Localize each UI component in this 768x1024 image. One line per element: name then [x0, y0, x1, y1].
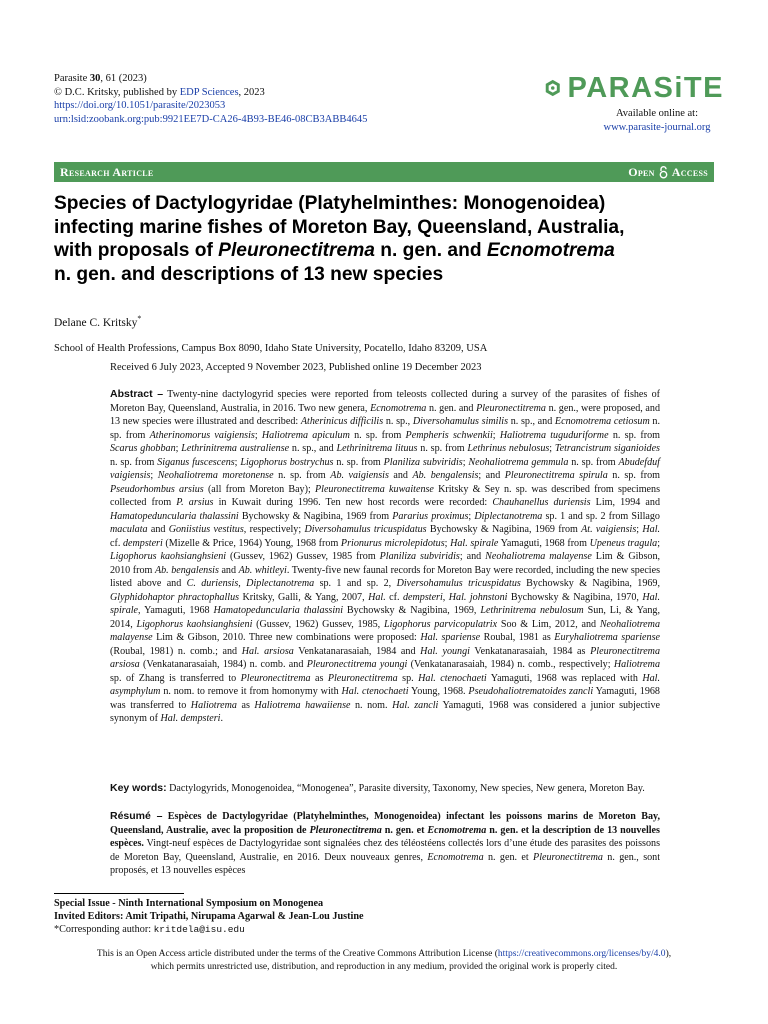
abstract	[110, 388, 660, 726]
abstract-text: n. sp., and	[508, 416, 555, 427]
abstract-text: n. sp. from	[349, 429, 406, 441]
abstract-text: Lim, 1994 and	[590, 497, 660, 508]
abstract-text: ;	[462, 456, 469, 468]
article-type-label: Research Article	[60, 164, 154, 179]
abstract-taxon-name: Goniistius vestitus	[168, 524, 244, 535]
abstract-text: n. sp. from	[608, 429, 661, 441]
abstract-taxon-name: Pleuronectitrema	[240, 672, 311, 684]
abstract-taxon-name: Ab. whitleyi	[238, 564, 287, 576]
abstract-text: ;	[492, 429, 500, 441]
abstract-taxon-name: Prionurus microlepidotus	[340, 537, 445, 549]
abstract-taxon-name: C. duriensis	[186, 578, 239, 589]
title-line: Species of Dactylogyridae (Platyhelminthes: Monogenoidea)	[54, 193, 606, 214]
abstract-taxon-name: Ecnomotrema cetiosum	[554, 416, 650, 427]
abstract-text: , Yamaguti, 1968	[138, 605, 214, 616]
abstract-text: ,	[442, 591, 449, 603]
abstract-text: and	[218, 564, 239, 576]
journal-issue: , 61 (2023)	[100, 73, 147, 84]
special-issue-note	[54, 898, 364, 936]
abstract-text: (Roubal, 1981) n. comb.; and	[110, 645, 242, 657]
resume-taxon-name: Pleuronectitrema	[309, 824, 382, 836]
abstract-taxon-name: Diplectanotrema	[246, 578, 315, 589]
abstract-text: ;	[549, 443, 555, 454]
abstract-text: Yamaguti, 1968 from	[498, 537, 590, 549]
abstract-taxon-name: Hal. spariense	[420, 632, 481, 643]
logo-wordmark: PARASiTE	[567, 72, 724, 104]
corresponding-author-mark: *	[137, 314, 142, 323]
abstract-text: sp. of Zhang is transferred to	[110, 672, 241, 684]
abstract-text: Kritsky & Sey n. sp. was described from specimens collected from	[110, 483, 661, 508]
abstract-text: sp.	[397, 672, 419, 684]
abstract-text: Soo & Lim, 2012, and	[497, 618, 600, 630]
abstract-text: . Twenty-five new faunal records for Moreton Bay were recorded, including the new species listed above and	[110, 564, 661, 589]
abstract-text: n. sp. from	[607, 470, 660, 481]
title-genus: Ecnomotrema	[486, 240, 615, 261]
abstract-taxon-name: Atherinicus difficilis	[300, 416, 384, 427]
footnote-divider	[54, 893, 184, 894]
abstract-taxon-name: Diversohamulus tricuspidatus	[304, 524, 427, 535]
license-text-end: ),	[665, 949, 672, 959]
title-genus: Pleuronectitrema	[218, 240, 375, 261]
abstract-taxon-name: Planiliza subviridis	[379, 551, 460, 562]
available-online-label: Available online at:	[615, 108, 699, 119]
open-access-icon	[659, 166, 668, 179]
abstract-text: ;	[636, 524, 643, 535]
keywords-list: Dactylogyrids, Monogenoidea, “Monogenea”, Parasite diversity, Taxonomy, New species, New genera, Moreton Bay.	[166, 783, 645, 794]
abstract-text: ,	[238, 578, 247, 589]
corresponding-author-email[interactable]: kritdela@isu.edu	[153, 923, 245, 935]
doi-link[interactable]: https://doi.org/10.1051/parasite/2023053	[54, 100, 226, 112]
abstract-text: Yamaguti, 1968 was replaced with	[486, 672, 643, 684]
abstract-taxon-name: At. vaigiensis	[581, 524, 637, 535]
abstract-taxon-name: Ab. bengalensis	[154, 564, 219, 576]
abstract-text: Young, 1968.	[408, 686, 469, 697]
abstract-taxon-name: Diversohamulus similis	[412, 416, 509, 427]
abstract-text: and	[388, 470, 413, 481]
abstract-text: Sun, Li, & Yang, 2014,	[110, 605, 660, 630]
license-statement	[54, 948, 714, 974]
abstract-text: Lim & Gibson, 2010. Three new combinations were proposed:	[152, 632, 421, 643]
abstract-text: Venkatanarasaiah, 1984 and	[293, 645, 421, 657]
abstract-text: Yamaguti, 1968 was considered a junior subjective synonym of	[110, 699, 660, 724]
abstract-taxon-name: Abudefduf vaigiensis	[110, 456, 660, 481]
abstract-taxon-name: P. arsius	[176, 497, 214, 508]
publication-dates: Received 6 July 2023, Accepted 9 November 2023, Published online 19 December 2023	[110, 362, 482, 373]
article-title	[54, 192, 714, 286]
abstract-taxon-name: Hal. ctenochaeti	[341, 686, 409, 697]
abstract-taxon-name: Hal. arsiosa	[241, 645, 294, 657]
abstract-text: (Venkatanarasaiah, 1984) n. comb., respectively;	[407, 659, 614, 670]
title-line: n. gen. and descriptions of 13 new species	[54, 263, 444, 285]
abstract-taxon-name: Pleuronectitrema youngi	[306, 659, 408, 670]
publisher-link[interactable]: EDP Sciences	[179, 86, 239, 98]
title-text: with proposals of	[54, 240, 219, 261]
abstract-text: Bychowsky & Nagibina, 1969 from	[426, 524, 582, 535]
abstract-taxon-name: Atherinomorus vaigiensis	[149, 429, 255, 441]
journal-logo[interactable]	[544, 72, 724, 133]
abstract-taxon-name: Ab. vaigiensis	[330, 470, 389, 481]
abstract-text: ;	[175, 443, 182, 454]
abstract-taxon-name: Hamatopeduncularia thalassini	[213, 605, 343, 616]
resume-text: n. gen., sont proposés, et 13 nouvelles espèces	[110, 851, 661, 876]
abstract-taxon-name: maculata	[110, 524, 148, 535]
resume-taxon-name: Pleuronectitrema	[533, 851, 603, 863]
keywords	[110, 782, 660, 796]
abstract-taxon-name: Hal. zancli	[392, 699, 439, 711]
abstract-text: n. sp. from	[273, 470, 331, 481]
resume-body	[110, 811, 660, 876]
abstract-text: n. gen. and	[426, 402, 477, 414]
corresponding-author-label: *Corresponding author:	[54, 923, 154, 935]
abstract-taxon-name: Siganus fuscescens	[157, 456, 235, 468]
abstract-taxon-name: Ecnomotrema	[370, 402, 427, 414]
abstract-text: cf.	[110, 537, 123, 549]
parasite-logo-hexagon-icon	[544, 73, 562, 103]
abstract-taxon-name: Haliotrema	[190, 699, 237, 711]
abstract-taxon-name: Ab. bengalensis	[412, 470, 479, 481]
abstract-taxon-name: dempsteri	[122, 537, 163, 549]
abstract-text: ; and	[459, 551, 486, 562]
abstract-taxon-name: Neohaliotrema moretonense	[157, 470, 274, 481]
license-link[interactable]: https://creativecommons.org/licenses/by/4.0	[497, 949, 666, 959]
abstract-text: n. sp. from	[110, 456, 158, 468]
abstract-taxon-name: Hal. youngi	[420, 645, 470, 657]
author-name: Delane C. Kritsky	[54, 316, 138, 329]
abstract-taxon-name: Ligophorus parvicopulatrix	[383, 618, 498, 630]
abstract-taxon-name: Chauhanellus duriensis	[492, 497, 591, 508]
abstract-taxon-name: Hal.	[642, 524, 661, 535]
abstract-text: Bychowsky & Nagibina, 1970,	[507, 591, 643, 603]
abstract-text: n. sp. from	[417, 443, 468, 454]
copyright-text: © D.C. Kritsky, published by	[54, 86, 180, 98]
abstract-text: ; and	[478, 470, 505, 481]
abstract-taxon-name: Haliotrema	[613, 659, 660, 670]
article-metadata	[54, 72, 367, 126]
abstract-text: in Kuwait during 1996. Ten new host records were recorded:	[213, 497, 493, 508]
abstract-taxon-name: Neohaliotrema gemmula	[468, 456, 569, 468]
special-issue-title: Special Issue - Ninth International Symposium on Monogenea	[54, 898, 324, 909]
abstract-taxon-name: Hamatopeduncularia thalassini	[110, 510, 239, 522]
abstract-taxon-name: Pleuronectitrema kuwaitense	[314, 483, 434, 495]
abstract-taxon-name: Hal. dempsteri	[160, 713, 221, 724]
abstract-text: n. nom.	[350, 699, 393, 711]
abstract-text: Bychowsky & Nagibina, 1969,	[343, 605, 481, 616]
resume-text: n. gen. et	[483, 851, 534, 863]
abstract-taxon-name: Haliotrema tuguduriforme	[499, 429, 609, 441]
abstract-text: n. sp. from	[568, 456, 619, 468]
abstract-taxon-name: Pararius proximus	[392, 510, 469, 522]
abstract-taxon-name: Lethrinitrema lituus	[336, 443, 418, 454]
abstract-text: n. sp. from	[333, 456, 384, 468]
abstract-text: n. sp.,	[383, 416, 413, 427]
abstract-taxon-name: Lethrinitrema australiense	[181, 443, 290, 454]
resume-text: n. gen. et la description de 13 nouvelles espèces.	[110, 824, 660, 849]
abstract-taxon-name: Upeneus tragula	[589, 537, 658, 549]
open-access-access: Access	[671, 164, 708, 179]
invited-editors: Invited Editors: Amit Tripathi, Nirupama Agarwal & Jean-Lou Justine	[54, 910, 364, 922]
journal-name: Parasite	[54, 73, 90, 84]
abstract-text: (Mizelle & Price, 1964) Young, 1968 from	[162, 537, 341, 549]
abstract-taxon-name: Lethrinitrema nebulosum	[480, 605, 584, 616]
abstract-text: n. sp., and	[289, 443, 337, 454]
abstract-text: (all from Moreton Bay);	[203, 483, 315, 495]
abstract-taxon-name: Pempheris schwenkii	[405, 429, 493, 441]
open-access-open: Open	[628, 164, 655, 179]
journal-website-link[interactable]: www.parasite-journal.org	[603, 121, 711, 133]
resume-text: Vingt-neuf espèces de Dactylogyridae sont signalées chez des téléostéens collectés lors d’une étude des parasites des poissons de Moreton Bay, Queensland, Australie, en 2016. Deux nouveaux genres,	[110, 838, 660, 863]
resume-taxon-name: Ecnomotrema	[427, 851, 484, 863]
abstract-text: cf.	[385, 591, 403, 603]
abstract-taxon-name: Hal. ctenochaeti	[418, 672, 487, 684]
title-text: n. gen. and	[374, 240, 487, 261]
abstract-text: Twenty-nine dactylogyrid species were reported from teleosts collected during a survey of the parasites of fishes of Moreton Bay, Queensland, Australia, in 2016. Two new genera,	[110, 389, 660, 414]
abstract-taxon-name: Hal. johnstoni	[448, 591, 508, 603]
abstract-taxon-name: Hal.	[368, 591, 386, 603]
abstract-text: and	[147, 524, 169, 535]
abstract-taxon-name: Euryhaliotrema spariense	[554, 632, 660, 643]
resume-french-abstract	[110, 810, 660, 878]
keywords-heading: Key words:	[110, 782, 167, 794]
abstract-text: ;	[468, 510, 475, 522]
abstract-taxon-name: Ligophorus kaohsianghsieni	[110, 551, 227, 562]
resume-text: n. gen. et	[381, 824, 428, 836]
abstract-taxon-name: Pleuronectitrema	[327, 672, 398, 684]
abstract-text: ;	[234, 456, 241, 468]
author-affiliation: School of Health Professions, Campus Box 8090, Idaho State University, Pocatello, Idaho 83209, USA	[54, 343, 488, 354]
abstract-text: ;	[150, 470, 158, 481]
copyright-year: , 2023	[238, 86, 265, 98]
title-line	[54, 239, 714, 263]
abstract-text: Kritsky, Galli, & Yang, 2007,	[239, 591, 369, 603]
abstract-taxon-name: Pleuronectitrema	[476, 402, 546, 414]
abstract-taxon-name: Neohaliotrema malayense	[485, 551, 592, 562]
abstract-text: as	[236, 699, 255, 711]
abstract-text: Lim & Gibson, 2010 from	[110, 551, 661, 576]
abstract-text: as	[310, 672, 328, 684]
article-type-banner	[54, 162, 714, 182]
corresponding-author-line	[54, 924, 364, 937]
abstract-taxon-name: Neohaliotrema malayense	[110, 618, 660, 643]
abstract-text: n. nom. to remove it from homonymy with	[160, 686, 342, 697]
abstract-taxon-name: Pseudorhombus arsius	[110, 483, 204, 495]
abstract-text: (Gussev, 1962) Gussev, 1985 from	[226, 551, 380, 562]
abstract-text: ;	[254, 429, 262, 441]
abstract-taxon-name: Diplectanotrema	[474, 510, 543, 522]
abstract-text: sp. 1 and sp. 2,	[314, 578, 397, 589]
abstract-text: ;	[657, 537, 661, 549]
abstract-taxon-name: Pleuronectitrema spirula	[504, 470, 608, 481]
title-line: infecting marine fishes of Moreton Bay, Queensland, Australia,	[54, 216, 625, 238]
abstract-taxon-name: Lethrinus nebulosus	[467, 443, 550, 454]
abstract-taxon-name: Haliotrema hawaiiense	[254, 699, 351, 711]
license-text-line2: which permits unrestricted use, distribution, and reproduction in any medium, provided the original work is properly cited.	[150, 962, 618, 972]
resume-text: Espèces de Dactylogyridae (Platyhelminthes, Monogenoidea) infectant les poissons marins de Moreton Bay, Queensland, Australie, avec la proposition de	[110, 811, 661, 836]
abstract-text: Bychowsky & Nagibina, 1969 from	[238, 510, 393, 522]
abstract-taxon-name: Glyphidohaptor phractophallus	[110, 591, 240, 603]
abstract-taxon-name: Planiliza subviridis	[383, 456, 463, 468]
open-access-label	[628, 165, 708, 180]
abstract-text: Bychowsky & Nagibina, 1969,	[520, 578, 661, 589]
abstract-taxon-name: Tetrancistrum siganioides	[554, 443, 660, 454]
abstract-taxon-name: Hal. spirale	[110, 591, 661, 616]
abstract-text: Yamaguti, 1968 was transferred to	[110, 686, 660, 711]
abstract-taxon-name: Haliotrema apiculum	[261, 429, 350, 441]
author-line	[54, 314, 141, 329]
copyright-line	[54, 86, 367, 100]
abstract-text: , respectively;	[243, 524, 305, 535]
abstract-text: n. sp. from	[110, 416, 660, 441]
abstract-taxon-name: Hal. spirale	[450, 537, 499, 549]
abstract-text: (Gussev, 1962) Gussev, 1985,	[252, 618, 384, 630]
abstract-text: sp. 1 and sp. 2 from Sillago	[542, 510, 660, 522]
abstract-text: (Venkatanarasaiah, 1984) n. comb. and	[139, 659, 307, 670]
abstract-heading: Abstract –	[110, 388, 164, 400]
zoobank-lsid-link[interactable]: urn:lsid:zoobank.org:pub:9921EE7D-CA26-4B93-BE46-08CB3ABB4645	[54, 113, 368, 125]
abstract-text: Roubal, 1981 as	[480, 632, 555, 643]
journal-volume: 30	[89, 73, 101, 84]
abstract-text: ;	[444, 537, 451, 549]
license-text: This is an Open Access article distributed under the terms of the Creative Commons Attribution License (	[96, 949, 498, 959]
abstract-taxon-name: Ligophorus kaohsianghsieni	[136, 618, 253, 630]
abstract-taxon-name: Scarus ghobban	[110, 443, 176, 454]
abstract-taxon-name: dempsteri	[402, 591, 443, 603]
abstract-text: .	[220, 713, 223, 724]
abstract-taxon-name: Pseudohaliotrematoides zancli	[468, 686, 594, 697]
abstract-taxon-name: Diversohamulus tricuspidatus	[396, 578, 521, 589]
abstract-text: Venkatanarasaiah, 1984 as	[469, 645, 591, 657]
abstract-text: n. gen., were proposed, and 13 new species were illustrated and described:	[110, 402, 660, 427]
resume-taxon-name: Ecnomotrema	[427, 824, 487, 836]
abstract-taxon-name: Pleuronectitrema arsiosa	[110, 645, 661, 670]
resume-heading: Résumé –	[110, 810, 163, 822]
abstract-taxon-name: Hal. asymphylum	[110, 672, 660, 697]
abstract-taxon-name: Ligophorus bostrychus	[240, 456, 334, 468]
abstract-body	[110, 389, 660, 724]
journal-citation	[54, 72, 367, 86]
